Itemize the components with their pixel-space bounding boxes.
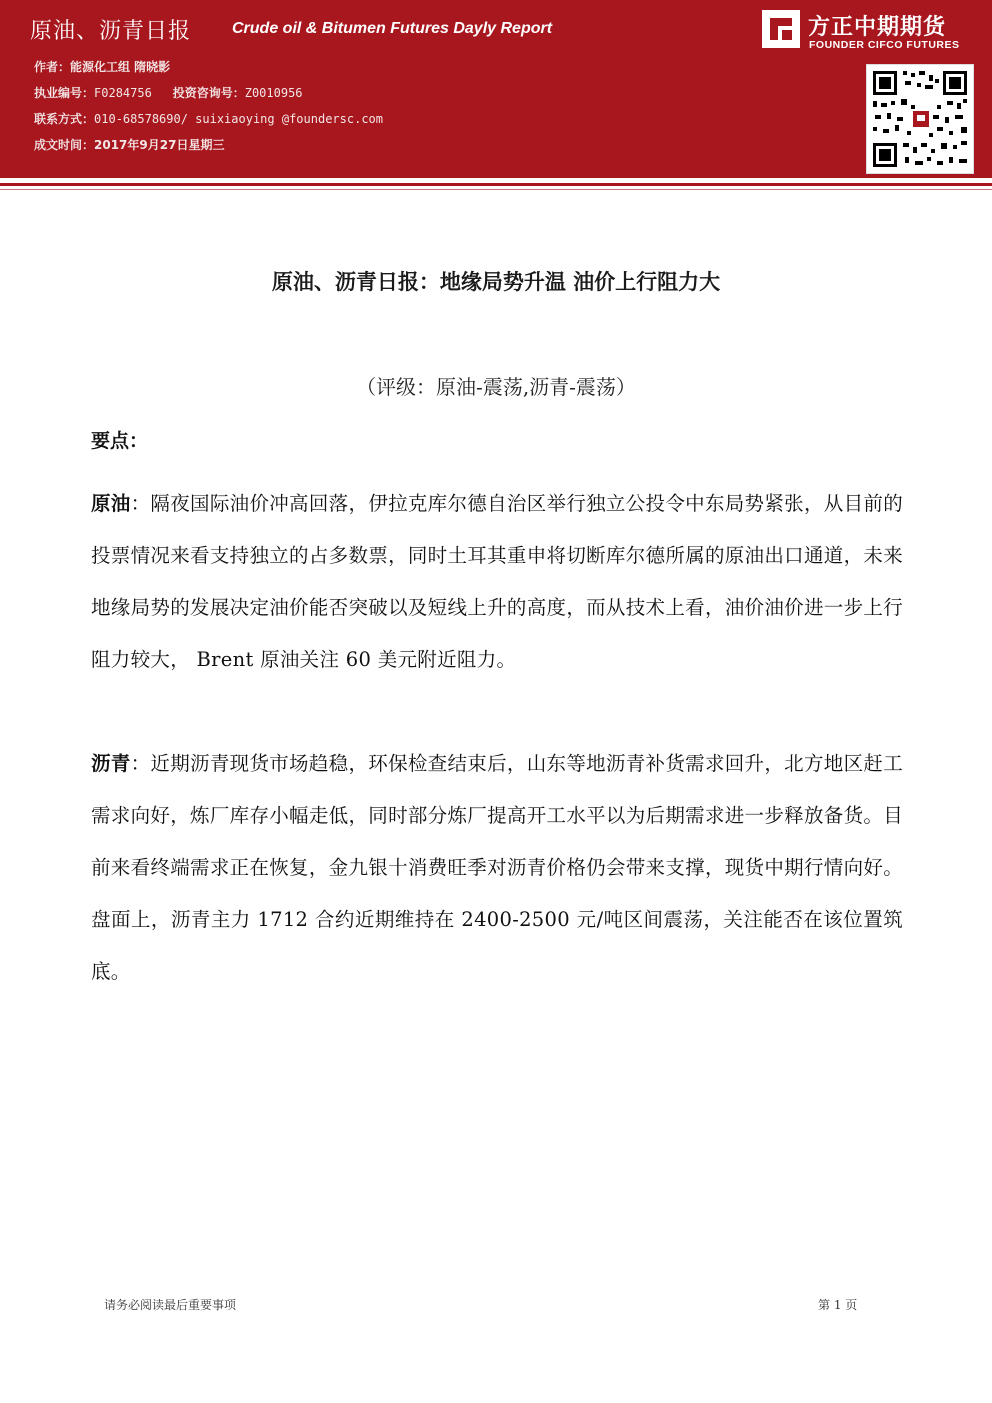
contact-info[interactable]: 010-68578690/ suixiaoying @foundersc.com (94, 112, 383, 126)
contact-line (34, 110, 383, 127)
crude-oil-paragraph (91, 478, 903, 686)
advisory-number: Z0010956 (244, 86, 303, 100)
page-number: 第 1 页 (818, 1298, 858, 1312)
bitumen-lead: 沥青 (91, 752, 131, 775)
crude-oil-text: ：隔夜国际油价冲高回落，伊拉克库尔德自治区举行独立公投令中东局势紧张，从目前的投票情况来看支持独立的占多数票，同时土耳其重申将切断库尔德所属的原油出口通道，未来地缘局势的发展决定油价能否突破以及短线上升的高度，而从技术上看，油价油价进一步上行阻力较大， Brent 原油关注 60 美元附近阻力。 (91, 492, 903, 671)
bitumen-paragraph (91, 738, 903, 998)
company-logo (762, 8, 982, 56)
qr-code-icon (866, 64, 974, 174)
report-header-banner (0, 0, 992, 178)
license-number: F0284756 (94, 86, 152, 100)
advisory-label: 投资咨询号： (172, 86, 245, 100)
contact-label: 联系方式： (34, 112, 95, 126)
report-title-cn: 原油、沥青日报 (30, 19, 192, 44)
date-line: 成文时间：2017年9月27日星期三 (34, 138, 225, 152)
crude-oil-lead: 原油 (91, 492, 131, 515)
report-title-en: Crude oil & Bitumen Futures Dayly Report (232, 20, 553, 37)
license-label: 执业编号： (34, 86, 95, 100)
header-divider (0, 183, 992, 186)
header-divider-thin (0, 189, 992, 190)
document-title: 原油、沥青日报：地缘局势升温 油价上行阻力大 (271, 270, 721, 294)
founder-logo-icon (762, 10, 800, 48)
bitumen-text: ：近期沥青现货市场趋稳，环保检查结束后，山东等地沥青补货需求回升，北方地区赶工需求向好，炼厂库存小幅走低，同时部分炼厂提高开工水平以为后期需求进一步释放备货。目前来看终端需求正在恢复，金九银十消费旺季对沥青价格仍会带来支撑，现货中期行情向好。盘面上，沥青主力 1712 合约近期维持在 2400-2500 元/吨区间震荡，关注能否在该位置筑底。 (91, 752, 903, 983)
author-line: 作者：能源化工组 隋晓影 (34, 60, 171, 74)
license-line (34, 84, 303, 101)
logo-name-en: FOUNDER CIFCO FUTURES (809, 39, 960, 51)
logo-name-cn: 方正中期期货 (808, 15, 947, 40)
rating-line: （评级：原油-震荡,沥青-震荡） (356, 375, 636, 399)
footer-notice: 请务必阅读最后重要事项 (104, 1298, 237, 1312)
keypoints-heading: 要点： (91, 430, 149, 452)
